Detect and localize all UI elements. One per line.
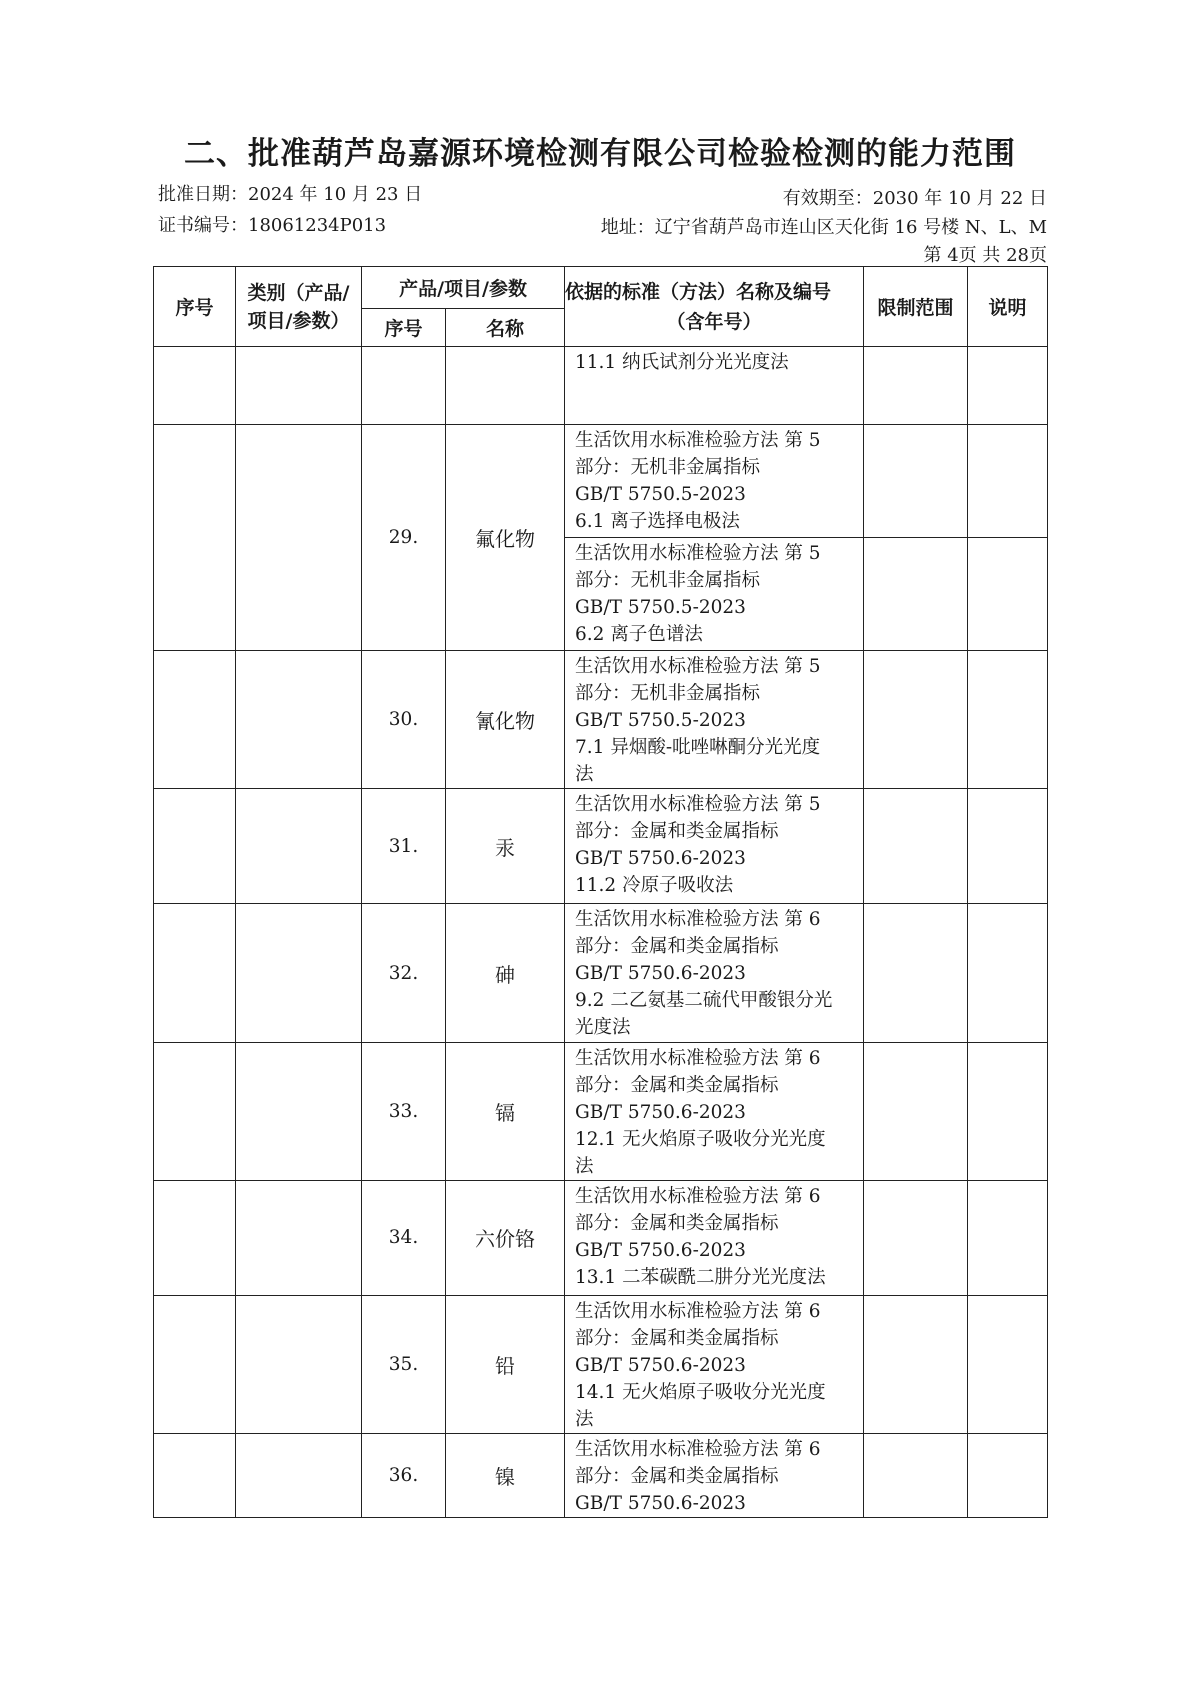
standard-line: 光度法 bbox=[575, 1017, 631, 1039]
cell-category bbox=[236, 425, 362, 651]
standard-line: 6.1 离子选择电极法 bbox=[575, 511, 740, 533]
cell-note bbox=[968, 1042, 1048, 1180]
cell-limit bbox=[864, 538, 968, 651]
standard-line: 生活饮用水标准检验方法 第 5 bbox=[575, 430, 821, 452]
cell-seq bbox=[154, 347, 236, 425]
table-row bbox=[154, 1042, 1048, 1180]
table-row bbox=[154, 904, 1048, 1042]
approval-date: 批准日期：2024 年 10 月 23 日 bbox=[158, 184, 423, 205]
cell-standard bbox=[565, 1295, 864, 1433]
cell-sub-name: 氰化物 bbox=[446, 651, 565, 789]
cell-standard bbox=[565, 538, 864, 651]
cell-standard bbox=[565, 651, 864, 789]
cell-limit bbox=[864, 1433, 968, 1517]
valid-until: 有效期至：2030 年 10 月 22 日 bbox=[782, 188, 1047, 209]
standard-line: 6.2 离子色谱法 bbox=[575, 624, 703, 646]
cell-seq bbox=[154, 425, 236, 651]
table-row bbox=[154, 347, 1048, 425]
cell-sub-name: 铅 bbox=[446, 1295, 565, 1433]
cell-standard bbox=[565, 425, 864, 538]
cell-note bbox=[968, 1433, 1048, 1517]
cell-sub-seq: 33. bbox=[362, 1042, 446, 1180]
standard-line: 12.1 无火焰原子吸收分光光度 bbox=[575, 1128, 826, 1150]
standard-line: GB/T 5750.5-2023 bbox=[575, 597, 746, 619]
cell-sub-name: 氟化物 bbox=[446, 425, 565, 651]
cell-note bbox=[968, 538, 1048, 651]
header-standard-line-1: 依据的标准（方法）名称及编号 bbox=[565, 280, 832, 303]
cell-standard bbox=[565, 1433, 864, 1517]
header-sub-name: 名称 bbox=[446, 309, 565, 347]
page-title: 二、批准葫芦岛嘉源环境检测有限公司检验检测的能力范围 bbox=[184, 136, 1016, 172]
standard-line: GB/T 5750.6-2023 bbox=[575, 1354, 746, 1376]
header-limit: 限制范围 bbox=[864, 267, 968, 347]
header-standard-line-2: （含年号） bbox=[666, 310, 762, 333]
cell-sub-seq: 30. bbox=[362, 651, 446, 789]
header-category bbox=[236, 267, 362, 347]
cell-standard bbox=[565, 904, 864, 1042]
standard-line: 11.1 纳氏试剂分光光度法 bbox=[575, 352, 789, 373]
certificate-number: 证书编号：18061234P013 bbox=[158, 215, 387, 236]
standard-line: 部分：金属和类金属指标 bbox=[575, 1465, 779, 1487]
standard-line: 生活饮用水标准检验方法 第 6 bbox=[575, 1300, 821, 1322]
cell-note bbox=[968, 1180, 1048, 1295]
cell-limit bbox=[864, 789, 968, 904]
standard-line: 生活饮用水标准检验方法 第 5 bbox=[575, 656, 821, 678]
cell-category bbox=[236, 1180, 362, 1295]
header-category-line-1: 类别（产品/ bbox=[247, 281, 350, 304]
cell-category bbox=[236, 1295, 362, 1433]
standard-line: 生活饮用水标准检验方法 第 6 bbox=[575, 909, 821, 931]
header-standard bbox=[565, 267, 864, 347]
standard-line: 生活饮用水标准检验方法 第 6 bbox=[575, 1047, 821, 1069]
scope-table-body bbox=[154, 347, 1048, 1518]
cell-category bbox=[236, 1042, 362, 1180]
cell-standard bbox=[565, 1042, 864, 1180]
table-row bbox=[154, 789, 1048, 904]
standard-line: 部分：无机非金属指标 bbox=[575, 570, 761, 592]
cell-sub-seq: 29. bbox=[362, 425, 446, 651]
cell-note bbox=[968, 789, 1048, 904]
cell-seq bbox=[154, 1042, 236, 1180]
standard-line: 7.1 异烟酸-吡唑啉酮分光光度 bbox=[575, 737, 821, 759]
cell-seq bbox=[154, 904, 236, 1042]
cell-limit bbox=[864, 1042, 968, 1180]
cell-seq bbox=[154, 1433, 236, 1517]
cell-seq bbox=[154, 1295, 236, 1433]
page-info: 第 4页 共 28页 bbox=[923, 245, 1047, 266]
cell-sub-name: 砷 bbox=[446, 904, 565, 1042]
standard-line: 13.1 二苯碳酰二肼分光光度法 bbox=[575, 1266, 826, 1288]
header-product-group: 产品/项目/参数 bbox=[362, 267, 565, 309]
header-note: 说明 bbox=[968, 267, 1048, 347]
cell-note bbox=[968, 904, 1048, 1042]
cell-note bbox=[968, 425, 1048, 538]
cell-category bbox=[236, 904, 362, 1042]
header-seq: 序号 bbox=[154, 267, 236, 347]
table-row bbox=[154, 425, 1048, 538]
cell-sub-name bbox=[446, 347, 565, 425]
standard-line: GB/T 5750.6-2023 bbox=[575, 848, 746, 870]
standard-line: GB/T 5750.5-2023 bbox=[575, 484, 746, 506]
cell-category bbox=[236, 347, 362, 425]
cell-seq bbox=[154, 789, 236, 904]
standard-line: 部分：金属和类金属指标 bbox=[575, 936, 779, 958]
cell-note bbox=[968, 1295, 1048, 1433]
standard-line: 部分：金属和类金属指标 bbox=[575, 1212, 779, 1234]
cell-sub-name: 镉 bbox=[446, 1042, 565, 1180]
cell-sub-seq: 36. bbox=[362, 1433, 446, 1517]
header-category-line-2: 项目/参数） bbox=[247, 309, 350, 332]
standard-line: 生活饮用水标准检验方法 第 5 bbox=[575, 794, 821, 816]
standard-line: GB/T 5750.6-2023 bbox=[575, 963, 746, 985]
cell-sub-seq: 35. bbox=[362, 1295, 446, 1433]
cell-category bbox=[236, 651, 362, 789]
standard-line: 生活饮用水标准检验方法 第 6 bbox=[575, 1185, 821, 1207]
cell-category bbox=[236, 789, 362, 904]
standard-line: 法 bbox=[575, 764, 594, 786]
cell-note bbox=[968, 347, 1048, 425]
cell-sub-name: 六价铬 bbox=[446, 1180, 565, 1295]
cell-sub-seq: 32. bbox=[362, 904, 446, 1042]
cell-limit bbox=[864, 1180, 968, 1295]
cell-standard bbox=[565, 1180, 864, 1295]
cell-sub-name: 镍 bbox=[446, 1433, 565, 1517]
standard-line: GB/T 5750.5-2023 bbox=[575, 710, 746, 732]
cell-seq bbox=[154, 651, 236, 789]
cell-standard bbox=[565, 789, 864, 904]
scope-table bbox=[153, 266, 1048, 1518]
standard-line: 法 bbox=[575, 1408, 594, 1430]
cell-sub-seq: 34. bbox=[362, 1180, 446, 1295]
header-sub-seq: 序号 bbox=[362, 309, 446, 347]
table-row bbox=[154, 1180, 1048, 1295]
cell-seq bbox=[154, 1180, 236, 1295]
cell-sub-seq: 31. bbox=[362, 789, 446, 904]
cell-limit bbox=[864, 1295, 968, 1433]
standard-line: GB/T 5750.6-2023 bbox=[575, 1239, 746, 1261]
cell-sub-seq bbox=[362, 347, 446, 425]
standard-line: GB/T 5750.6-2023 bbox=[575, 1101, 746, 1123]
table-row bbox=[154, 1433, 1048, 1517]
cell-note bbox=[968, 651, 1048, 789]
standard-line: 部分：金属和类金属指标 bbox=[575, 821, 779, 843]
standard-line: 法 bbox=[575, 1155, 594, 1177]
standard-line: 14.1 无火焰原子吸收分光光度 bbox=[575, 1381, 826, 1403]
cell-limit bbox=[864, 651, 968, 789]
cell-limit bbox=[864, 904, 968, 1042]
cell-sub-name: 汞 bbox=[446, 789, 565, 904]
table-row bbox=[154, 651, 1048, 789]
lab-address: 地址：辽宁省葫芦岛市连山区天化街 16 号楼 N、L、M bbox=[600, 217, 1047, 238]
standard-line: GB/T 5750.6-2023 bbox=[575, 1492, 746, 1514]
standard-line: 生活饮用水标准检验方法 第 6 bbox=[575, 1438, 821, 1460]
standard-line: 生活饮用水标准检验方法 第 5 bbox=[575, 543, 821, 565]
standard-line: 11.2 冷原子吸收法 bbox=[575, 875, 734, 897]
standard-line: 9.2 二乙氨基二硫代甲酸银分光 bbox=[575, 990, 833, 1012]
standard-line: 部分：金属和类金属指标 bbox=[575, 1074, 779, 1096]
standard-line: 部分：无机非金属指标 bbox=[575, 457, 761, 479]
cell-standard bbox=[565, 347, 864, 425]
table-row bbox=[154, 1295, 1048, 1433]
cell-limit bbox=[864, 425, 968, 538]
cell-category bbox=[236, 1433, 362, 1517]
standard-line: 部分：无机非金属指标 bbox=[575, 683, 761, 705]
cell-limit bbox=[864, 347, 968, 425]
standard-line: 部分：金属和类金属指标 bbox=[575, 1327, 779, 1349]
